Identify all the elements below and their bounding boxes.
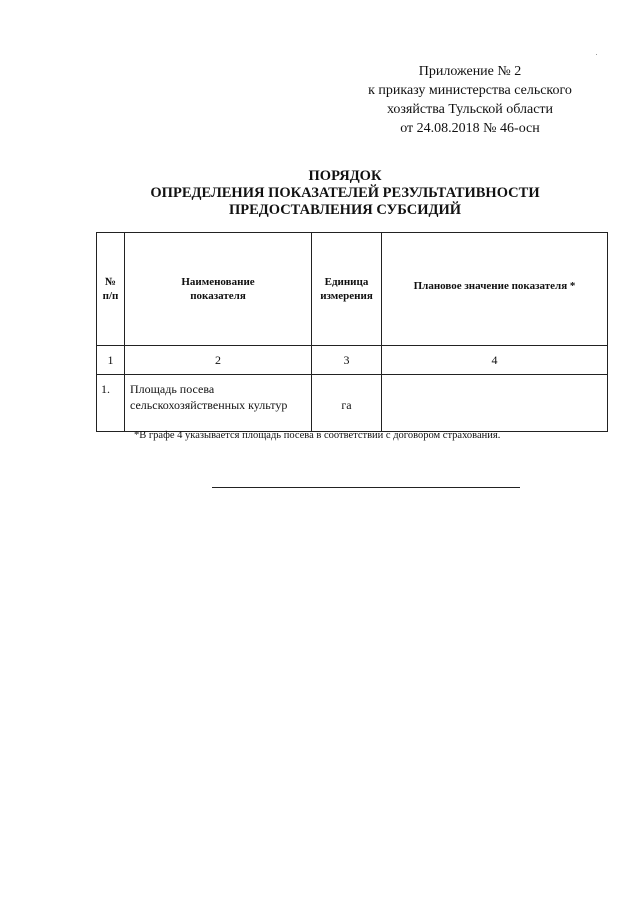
- row-unit: га: [311, 375, 381, 431]
- title-line-2: ОПРЕДЕЛЕНИЯ ПОКАЗАТЕЛЕЙ РЕЗУЛЬТАТИВНОСТИ: [150, 185, 540, 201]
- header-number-sign: №: [104, 276, 117, 288]
- annex-header: [355, 62, 585, 138]
- annex-number: Приложение № 2: [418, 64, 522, 79]
- row-number: 1.: [96, 375, 124, 431]
- column-number: 3: [311, 346, 381, 374]
- header-name-line-1: Наименование: [181, 276, 255, 288]
- header-unit-line-2: измерения: [320, 290, 373, 302]
- row-indicator-name: [124, 375, 311, 431]
- row-plan-value: [381, 375, 608, 431]
- footnote: *В графе 4 указывается площадь посева в соответствии с договором страхования.: [134, 430, 501, 441]
- title-line-1: ПОРЯДОК: [308, 168, 382, 184]
- table-header-row: [96, 233, 608, 345]
- annex-order-ref: к приказу министерства сельского: [368, 83, 572, 98]
- header-number-pp: п/п: [102, 290, 119, 302]
- end-divider: [212, 487, 520, 488]
- scan-speck: [596, 54, 597, 55]
- column-number: 1: [96, 346, 124, 374]
- header-unit: [311, 233, 381, 345]
- header-name: [124, 233, 311, 345]
- header-plan-value: [381, 233, 608, 345]
- indicators-table: [96, 232, 608, 432]
- title-line-3: ПРЕДОСТАВЛЕНИЯ СУБСИДИЙ: [228, 202, 462, 218]
- document-title: [95, 168, 595, 219]
- header-name-line-2: показателя: [190, 290, 246, 302]
- annex-ministry: хозяйства Тульской области: [386, 102, 554, 117]
- table-row: [96, 374, 608, 431]
- header-plan-text: Плановое значение показателя *: [413, 280, 576, 292]
- row-indicator-name-line-1: Площадь посева: [130, 382, 215, 396]
- header-number: [96, 233, 124, 345]
- annex-order-date: от 24.08.2018 № 46-осн: [400, 121, 540, 136]
- column-number: 2: [124, 346, 311, 374]
- header-unit-line-1: Единица: [324, 276, 369, 288]
- column-number-row: [96, 345, 608, 374]
- row-indicator-name-line-2: сельскохозяйственных культур: [130, 398, 288, 412]
- column-number: 4: [381, 346, 608, 374]
